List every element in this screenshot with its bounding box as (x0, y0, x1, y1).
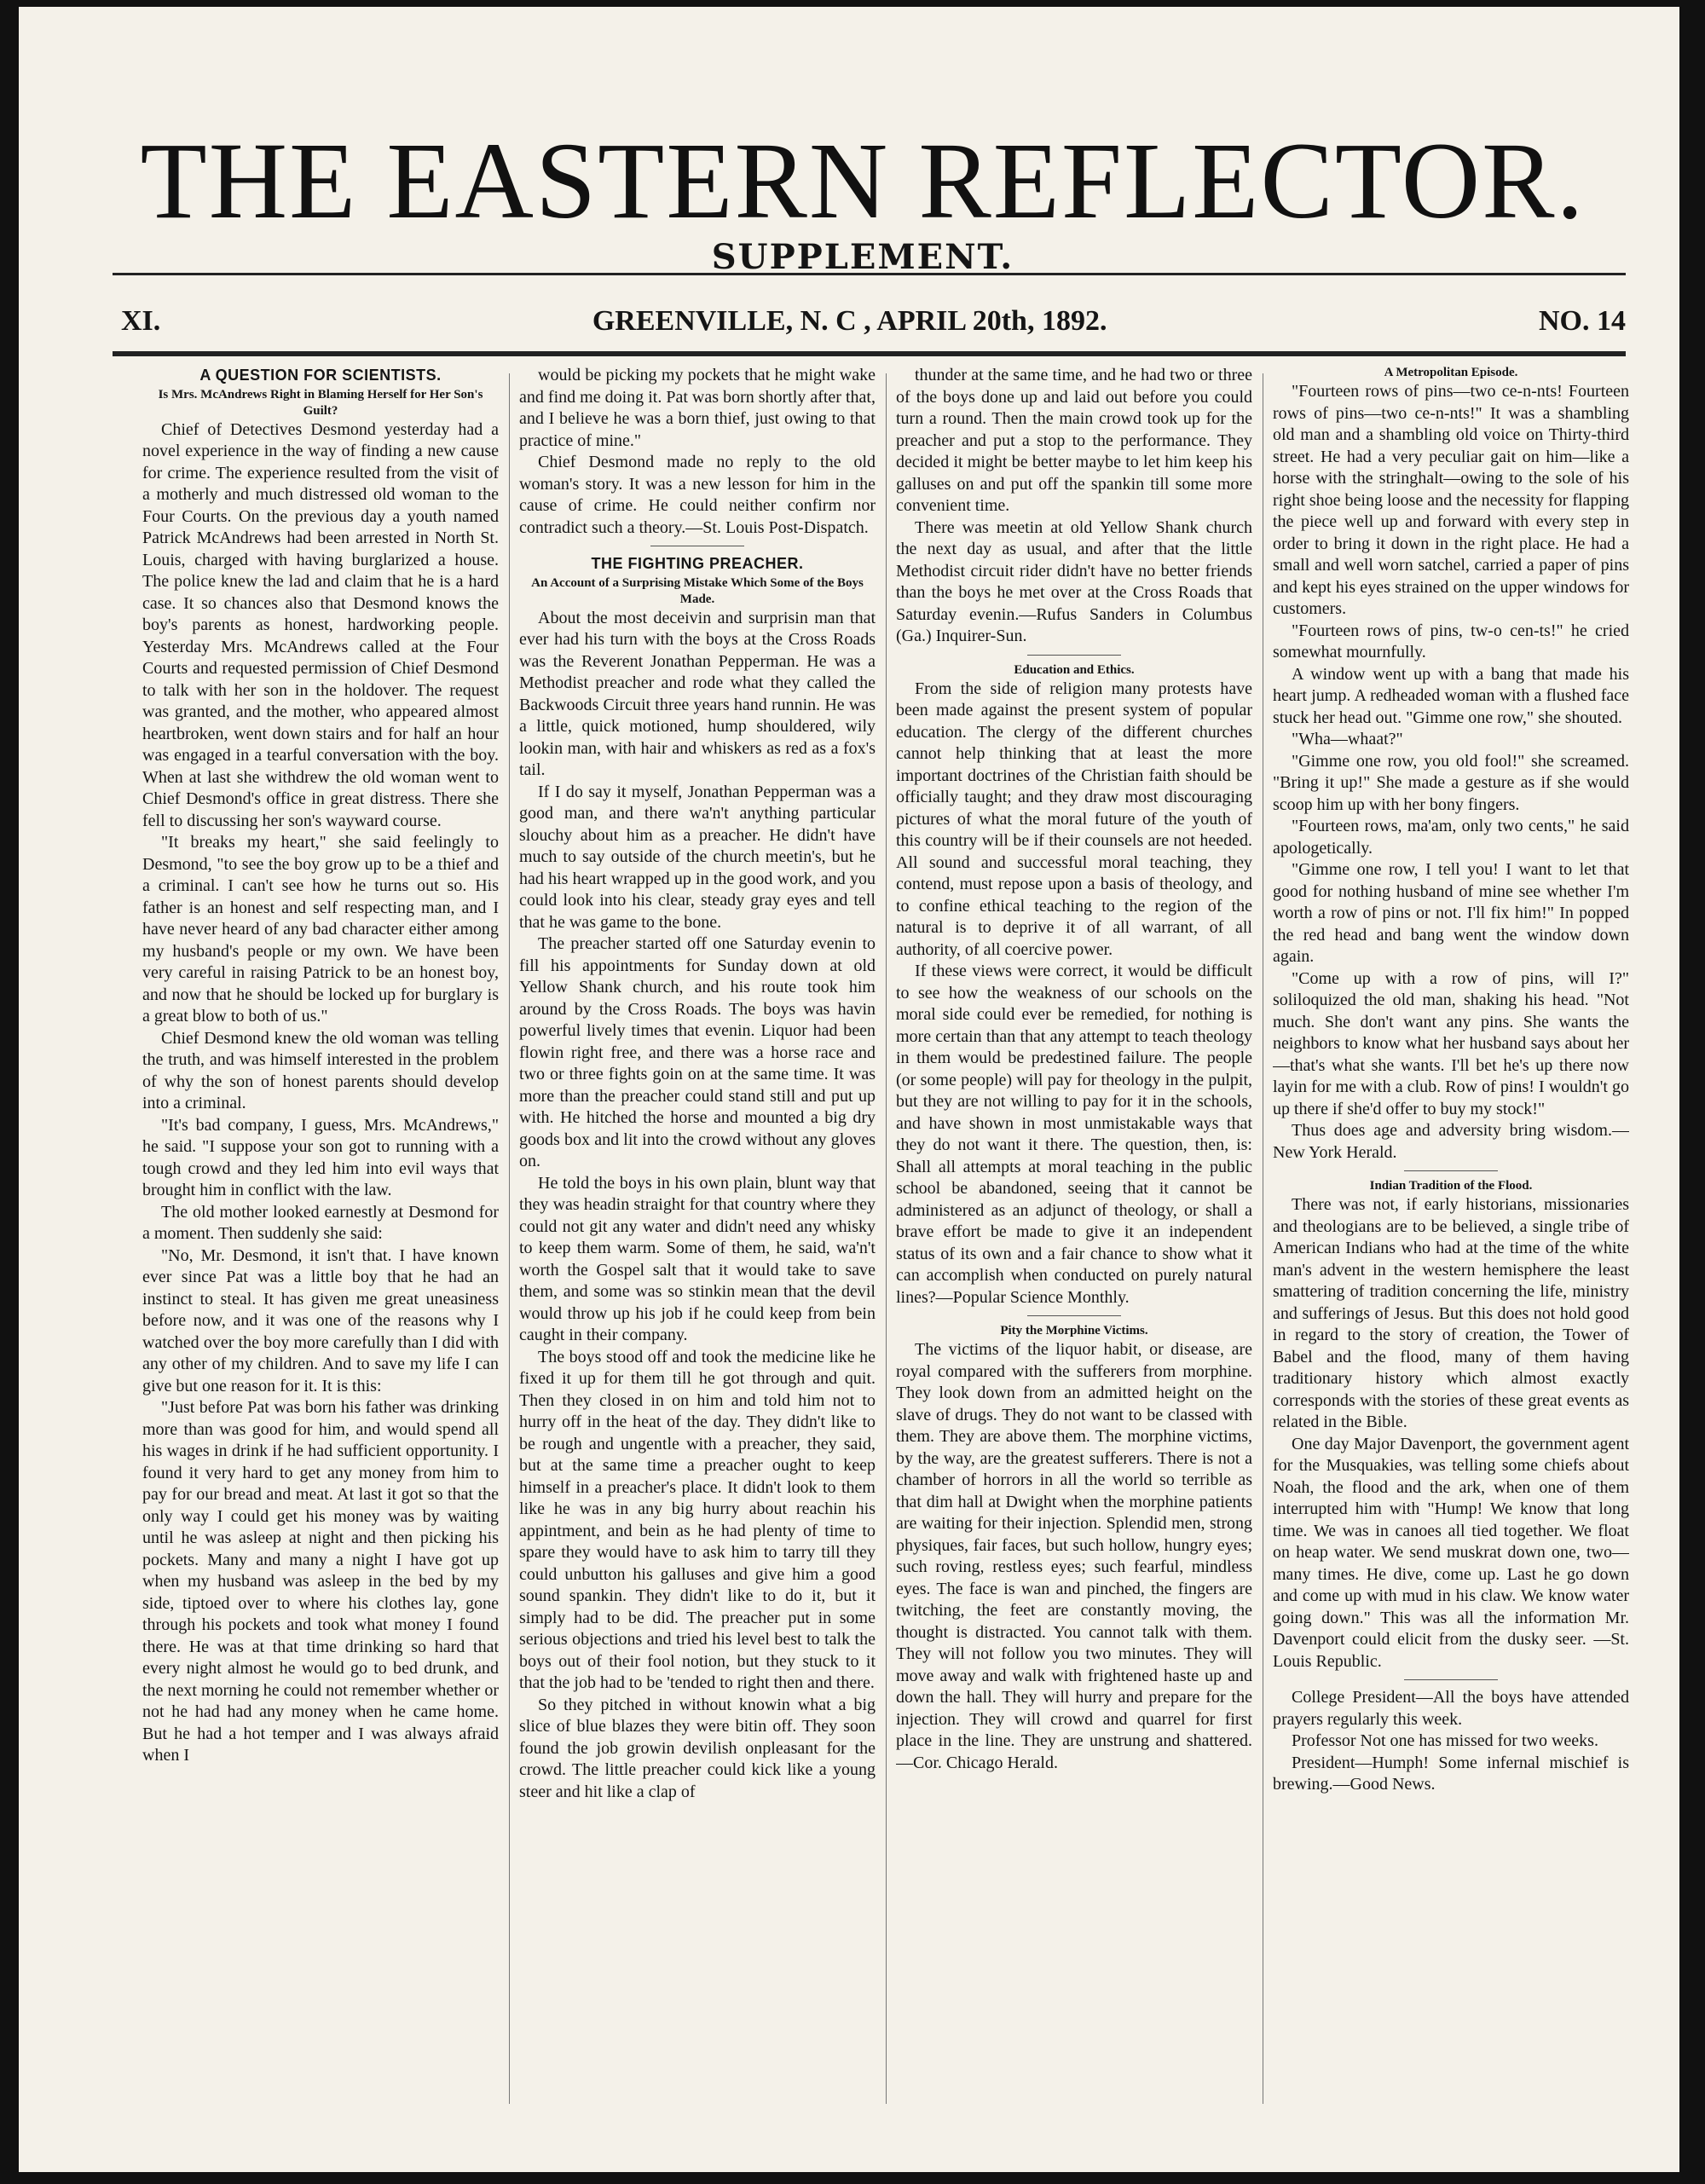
article-paragraph: He told the boys in his own plain, blunt way that they was headin straight for that country where they could not git any water and didn't need any whisky to keep them warm. Some of them, he said, wa'n't worth the Gospel salt that it would take to save them, and some was so stinkin mean that the devil would throw up his job if he could keep from bein caught in their company. (519, 1173, 876, 1344)
article-paragraph: "Wha—whaat?" (1292, 730, 1403, 748)
article-subheading: Is Mrs. McAndrews Right in Blaming Herself for Her Son's Guilt? (158, 387, 483, 418)
article-heading: Education and Ethics. (1014, 662, 1135, 677)
article-paragraph: "Fourteen rows of pins, tw-o cen-ts!" he cried somewhat mournfully. (1273, 621, 1629, 662)
article-separator (1404, 1679, 1498, 1680)
place-and-date: GREENVILLE, N. C , APRIL 20th, 1892. (592, 305, 1107, 337)
article-paragraph: thunder at the same time, and he had two or three of the boys done up and laid out before you could turn a round. Then the main crowd took up for the preacher and put a stop to the performance. They decided it might be better maybe to let him keep his galluses on and put off the spankin till some more convenient time. (896, 366, 1252, 515)
article-paragraph: From the side of religion many protests have been made against the present system of popular education. The clergy of the different churches cannot help thinking that at least the more important doctrines of the Christian faith should be officially taught; and they draw most discouraging pictures of what the moral future of the youth of this country will be if their counsels are not heeded. All sound and successful moral teaching, they contend, must repose upon a basis of theology, and to confine ethical teaching to the region of the natural is to deprive it of all warrant, of all authority, of all coercive power. (896, 679, 1252, 959)
article-paragraph: would be picking my pockets that he might wake and find me doing it. Pat was born shortly after that, and I believe he was a born thief, just owing to that practice of mine." (519, 366, 876, 450)
article-separator (1027, 655, 1121, 656)
article-paragraph: About the most deceivin and surprisin man that ever had his turn with the boys at the Cross Roads was the Reverent Jonathan Pepperman. He was a Methodist preacher and rode what they called the Backwoods Circuit three years hand runnin. He was a little, quick motioned, hump shouldered, wily lookin man, with hair and whiskers as red as a fox's tail. (519, 608, 876, 779)
article-heading: Pity the Morphine Victims. (1000, 1324, 1148, 1338)
article-paragraph: Professor Not one has missed for two weeks. (1292, 1731, 1598, 1750)
supplement-label: SUPPLEMENT. (711, 237, 1014, 277)
article-heading: THE FIGHTING PREACHER. (591, 555, 804, 572)
article-subheading: An Account of a Surprising Mistake Which Some of the Boys Made. (531, 575, 864, 606)
article-paragraph: The victims of the liquor habit, or disease, are royal compared with the sufferers from morphine. They look down from an admitted height on the slave of drugs. They do not want to be classed with them. They are above them. The morphine victims, by the way, are the greatest sufferers. There is not a chamber of horrors in all the world so terrible as that dim hall at Dwight when the morphine patients are waiting for their injection. Splendid men, strong physiques, fair faces, but such hollow, hungry eyes; such roving, restless eyes; such fearful, mindless eyes. The face is wan and pinched, the fingers are twitching, the feet are constantly moving, the thought is distracted. You cannot talk with them. They will not follow you two minutes. They will move away and walk with frightened haste up and down the hall. They will hurry and prepare for the injection. They will crowd and quarrel for first place in the line. They are unstrung and shattered.—Cor. Chicago Herald. (896, 1340, 1252, 1772)
article-paragraph: "Just before Pat was born his father was drinking more than was good for him, and would spend all his wages in drink if he had sufficient opportunity. I found it very hard to get any money from him to pay for our bread and meat. At last it got so that the only way I could get his money was by waiting until he was asleep at night and then picking his pockets. Many and many a night I have got up when my husband was asleep in the bed by my side, tiptoed over to where his clothes lay, gone through his pockets and took what money I found there. He was at that time drinking so hard that every night almost he would go to bed drunk, and the next morning he could not remember whether or not he had had any money when he came home. But he had a hot temper and I was always afraid when I (142, 1398, 499, 1765)
issue-number: NO. 14 (1539, 305, 1626, 337)
article-paragraph: "Gimme one row, I tell you! I want to let that good for nothing husband of mine see whether I'm worth a row of pins or not. I'll fix him!" In popped the red head and bang went the window down again. (1273, 860, 1629, 966)
masthead-rule (113, 273, 1626, 275)
article-columns (142, 365, 1629, 2112)
column-2 (519, 365, 876, 2112)
article-paragraph: "Come up with a row of pins, will I?" soliloquized the old man, shaking his head. "Not much. She don't want any pins. She wants the neighbors to know what her husband says about her—that's what she wants. I'll bet he's up there now layin for me with a club. Row of pins! I wouldn't go up there if she'd offer to buy my stock!" (1273, 968, 1629, 1118)
article-paragraph: "Fourteen rows of pins—two ce-n-nts! Fourteen rows of pins—two ce-n-nts!" It was a shambling old man and a shambling old voice on Thirty-third street. He had a very peculiar gait on him—like a horse with the stringhalt—owing to the sole of his right shoe being loose and the necessity for flapping the piece well up and forward with every step in order to bring it down in the right place. He had a small and well worn satchel, carried a paper of pins and kept his eyes strained on the upper windows for customers. (1273, 382, 1629, 618)
column-3 (896, 365, 1252, 2112)
article-heading: A QUESTION FOR SCIENTISTS. (199, 367, 442, 384)
article-paragraph: Chief of Detectives Desmond yesterday had a novel experience in the way of finding a new cause for crime. The experience resulted from the visit of a motherly and much distressed old woman to the Four Courts. On the previous day a youth named Patrick McAndrews had been arrested in North St. Louis, charged with having burglarized a house. The police knew the lad and claim that he is a hard case. It so chances also that Desmond knows the boy's parents as honest, hardworking people. Yesterday Mrs. McAndrews called at the Four Courts and requested permission of Chief Desmond to talk with her son in the holdover. The request was granted, and the mother, who appeared almost heartbroken, went down stairs and for half an hour was engaged in a tearful conversation with the boy. When at last she withdrew the old woman went to Chief Desmond's office in great distress. There she fell to discussing her son's wayward course. (142, 419, 499, 830)
column-1 (142, 365, 499, 2112)
column-4 (1273, 365, 1629, 2112)
article-paragraph: "Gimme one row, you old fool!" she screamed. "Bring it up!" She made a gesture as if she would scoop him up with her bony fingers. (1273, 751, 1629, 814)
newspaper-page (19, 7, 1679, 2172)
article-paragraph: Chief Desmond knew the old woman was telling the truth, and was himself interested in the problem of why the son of honest parents should develop into a criminal. (142, 1028, 499, 1112)
column-divider (886, 373, 887, 2104)
article-separator (1027, 1315, 1121, 1316)
article-paragraph: President—Humph! Some infernal mischief is brewing.—Good News. (1273, 1753, 1629, 1794)
article-paragraph: The old mother looked earnestly at Desmond for a moment. Then suddenly she said: (142, 1202, 499, 1243)
masthead (130, 120, 1596, 277)
article-paragraph: "No, Mr. Desmond, it isn't that. I have known ever since Pat was a little boy that he had an instinct to steal. It has given me great uneasiness before now, and it was one of the reasons why I watched over the boy more carefully than I did with any other of my children. And to save my life I can give but one reason for it. It is this: (142, 1245, 499, 1395)
article-paragraph: A window went up with a bang that made his heart jump. A redheaded woman with a flushed face stuck her head out. "Gimme one row," she shouted. (1273, 664, 1629, 727)
article-paragraph: If these views were correct, it would be difficult to see how the weakness of our schools on the moral side could ever be remedied, for nothing is more certain than that any attempt to teach theology in them would be predestined failure. The people (or some people) will pay for theology in the pulpit, but they are not willing to pay for it in the schools, and have shown in most unmistakable ways that they do not want it there. The question, then, is: Shall all attempts at moral teaching in the public school be abandoned, seeing that it cannot be administered as an adjunct of theology, or shall a brave effort be made to give it an independent status of its own and a fair chance to show what it can accomplish when conducted on purely natural lines?—Popular Science Monthly. (896, 962, 1252, 1307)
article-paragraph: One day Major Davenport, the government agent for the Musquakies, was telling some chiefs about Noah, the flood and the ark, when one of them interrupted him with "Hump! We know that long time. We was in canoes all tied together. We float on heap water. We send muskrat down one, two—many times. He dive, come up. Last he go down and come up with mud in his claw. We know water going down." This was all the information Mr. Davenport could elicit from the dusky seer. —St. Louis Republic. (1273, 1434, 1629, 1671)
article-paragraph: The preacher started off one Saturday evenin to fill his appointments for Sunday down at old Yellow Shank church, and his route took him around by the Cross Roads. The boys was havin powerful lively times that evenin. Liquor had been flowin right free, and there was a horse race and two or three fights goin on at the same time. It was more than the preacher could stand still and put up with. He hitched the horse and mounted a big dry goods box and lit into the crowd without any gloves on. (519, 934, 876, 1170)
article-paragraph: "It breaks my heart," she said feelingly to Desmond, "to see the boy grow up to be a thief and a criminal. I can't see how he turns out so. His father is an honest and self respecting man, and I have never heard of any bad character either among my husband's people or my own. We have been very careful in raising Patrick to be an honest boy, and now that he should be locked up for burglary is a great blow to both of us." (142, 833, 499, 1026)
article-paragraph: College President—All the boys have attended prayers regularly this week. (1273, 1688, 1629, 1729)
article-paragraph: There was not, if early historians, missionaries and theologians are to be believed, a single tribe of American Indians who had at the time of the white man's advent in the western hemisphere the least smattering of tradition concerning the life, ministry and sufferings of Jesus. But this does not hold good in regard to the story of creation, the Tower of Babel and the flood, many of them having traditionary history which almost exactly corresponds with the stories of these great events as related in the Bible. (1273, 1195, 1629, 1431)
article-separator (1404, 1170, 1498, 1171)
article-paragraph: Thus does age and adversity bring wisdom.—New York Herald. (1273, 1121, 1629, 1162)
article-heading: A Metropolitan Episode. (1384, 366, 1518, 379)
article-paragraph: Chief Desmond made no reply to the old woman's story. It was a new lesson for him in the cause of crime. He could neither confirm nor contradict such a theory.—St. Louis Post-Dispatch. (519, 453, 876, 537)
column-divider (509, 373, 510, 2104)
volume-number: XI. (121, 305, 161, 337)
dateline-rule (113, 351, 1626, 356)
article-paragraph: If I do say it myself, Jonathan Pepperman was a good man, and there wa'n't anything particular slouchy about him as a preacher. He didn't have much to say outside of the church meetin's, but he had his heart wrapped up in the good work, and you could look into his clear, steady gray eyes and tell that he was game to the bone. (519, 782, 876, 932)
article-heading: Indian Tradition of the Flood. (1369, 1179, 1533, 1193)
article-paragraph: "Fourteen rows, ma'am, only two cents," he said apologetically. (1273, 817, 1629, 858)
article-paragraph: "It's bad company, I guess, Mrs. McAndrews," he said. "I suppose your son got to running with a tough crowd and they led him into evil ways that brought him in conflict with the law. (142, 1115, 499, 1199)
article-paragraph: The boys stood off and took the medicine like he fixed it up for them till he got through and quit. Then they closed in on him and told him not to hurry off in the heat of the day. They didn't like to be rough and ungentle with a preacher, they said, but at the same time a preacher ought to keep himself in a preacher's place. It didn't look to them like he was in any big hurry about reachin his appintment, and bein as he had plenty of time to spare they would have to ask him to tarry till they could unbutton his galluses and give him a good sound spankin. They didn't like to do it, but it simply had to be did. The preacher put in some serious objections and tried his level best to talk the boys out of their fool notion, but they stuck to it that the job had to be 'tended to right then and there. (519, 1347, 876, 1692)
dateline (121, 305, 1626, 338)
article-paragraph: There was meetin at old Yellow Shank church the next day as usual, and after that the little Methodist circuit rider didn't have no better friends than the boys he met over at the Cross Roads that Saturday evenin.—Rufus Sanders in Columbus (Ga.) Inquirer-Sun. (896, 517, 1252, 645)
newspaper-title: THE EASTERN REFLECTOR. (140, 120, 1586, 241)
article-paragraph: So they pitched in without knowin what a big slice of blue blazes they were bitin off. They soon found the job growin devilish onpleasant for the crowd. The little preacher could kick like a young steer and hit like a clap of (519, 1695, 876, 1801)
